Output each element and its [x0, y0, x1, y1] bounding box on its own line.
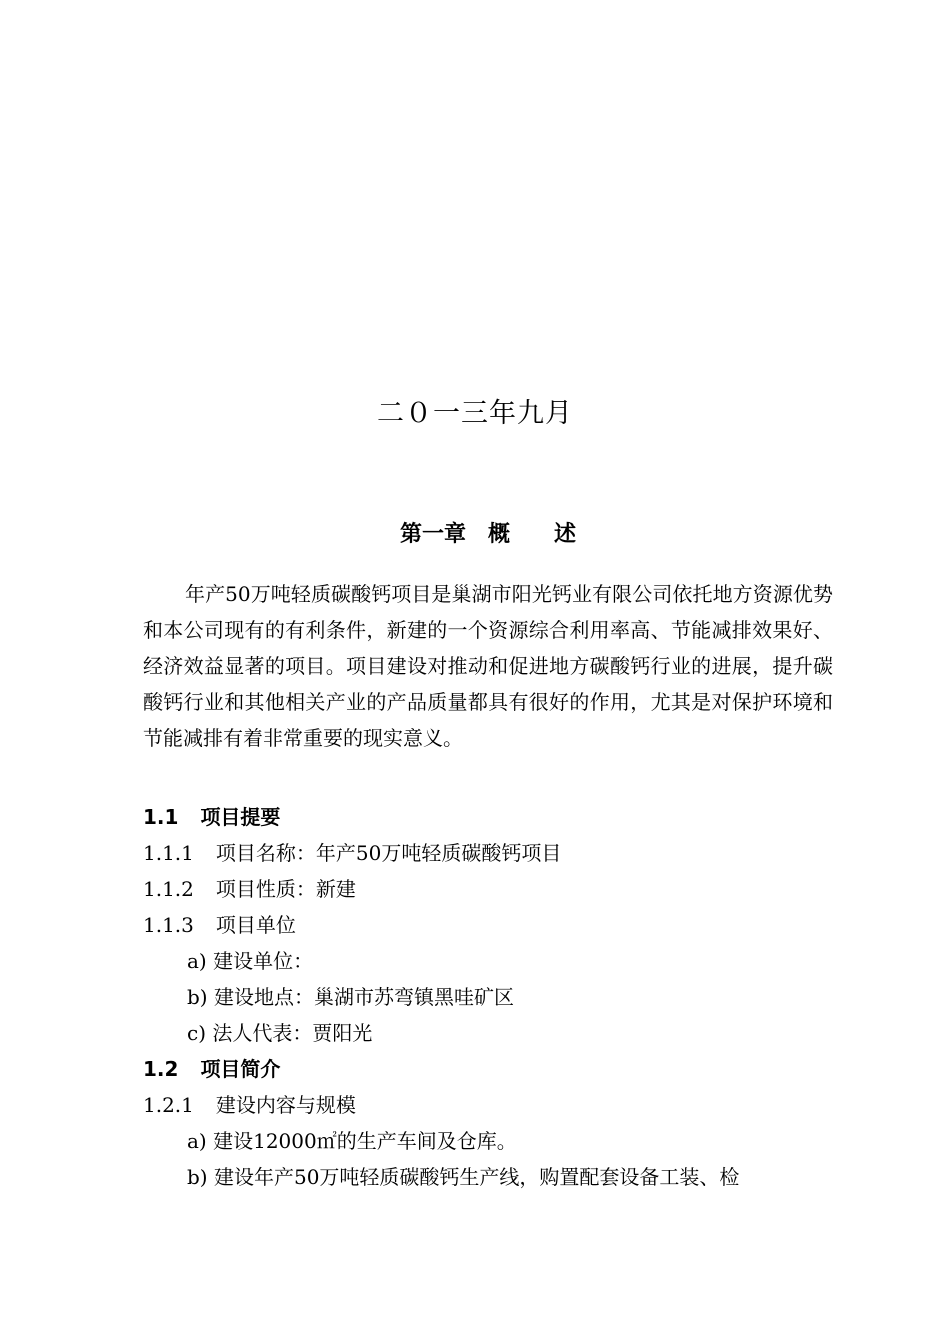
section-heading-1-1 — [143, 799, 280, 835]
item-number: 1.1.3 — [143, 913, 194, 937]
section-title: 项目简介 — [200, 1057, 281, 1081]
section-title: 项目提要 — [200, 805, 281, 829]
item-number: 1.1.1 — [143, 841, 194, 865]
list-text: 建设12000㎡的生产车间及仓库。 — [213, 1129, 517, 1153]
section-number: 1.1 — [143, 805, 179, 829]
intro-paragraph: 年产50万吨轻质碳酸钙项目是巢湖市阳光钙业有限公司依托地方资源优势和本公司现有的有利条件，新建的一个资源综合利用率高、节能减排效果好、经济效益显著的项目。项目建设对推动和促进地方碳酸钙行业的进展，提升碳酸钙行业和其他相关产业的产品质量都具有很好的作用，尤其是对保护环境和节能减排有着非常重要的现实意义。 — [143, 582, 833, 750]
list-text: 建设单位： — [213, 949, 314, 973]
date-title: 二０一三年九月 — [377, 398, 573, 429]
list-marker: a) — [187, 1129, 207, 1153]
list-item — [187, 979, 514, 1015]
item-1-2-1 — [143, 1087, 356, 1123]
list-marker: a) — [187, 949, 207, 973]
item-text: 项目性质：新建 — [215, 877, 356, 901]
item-1-1-3 — [143, 907, 296, 943]
chapter-title: 第一章 概 述 — [399, 522, 576, 547]
list-item — [187, 1015, 372, 1051]
list-item — [187, 943, 313, 979]
item-number: 1.2.1 — [143, 1093, 194, 1117]
item-text: 项目单位 — [215, 913, 296, 937]
list-item — [187, 1159, 739, 1195]
item-text: 建设内容与规模 — [215, 1093, 356, 1117]
section-number: 1.2 — [143, 1057, 179, 1081]
list-marker: b) — [187, 985, 208, 1009]
section-heading-1-2 — [143, 1051, 280, 1087]
list-marker: b) — [187, 1165, 208, 1189]
item-text: 项目名称：年产50万吨轻质碳酸钙项目 — [215, 841, 562, 865]
item-1-1-2 — [143, 871, 356, 907]
list-text: 法人代表：贾阳光 — [212, 1021, 373, 1045]
list-item — [187, 1123, 517, 1159]
list-marker: c) — [187, 1021, 207, 1045]
item-number: 1.1.2 — [143, 877, 194, 901]
list-text: 建设年产50万吨轻质碳酸钙生产线，购置配套设备工装、检 — [213, 1165, 740, 1189]
item-1-1-1 — [143, 835, 561, 871]
list-text: 建设地点：巢湖市苏弯镇黑哇矿区 — [213, 985, 514, 1009]
